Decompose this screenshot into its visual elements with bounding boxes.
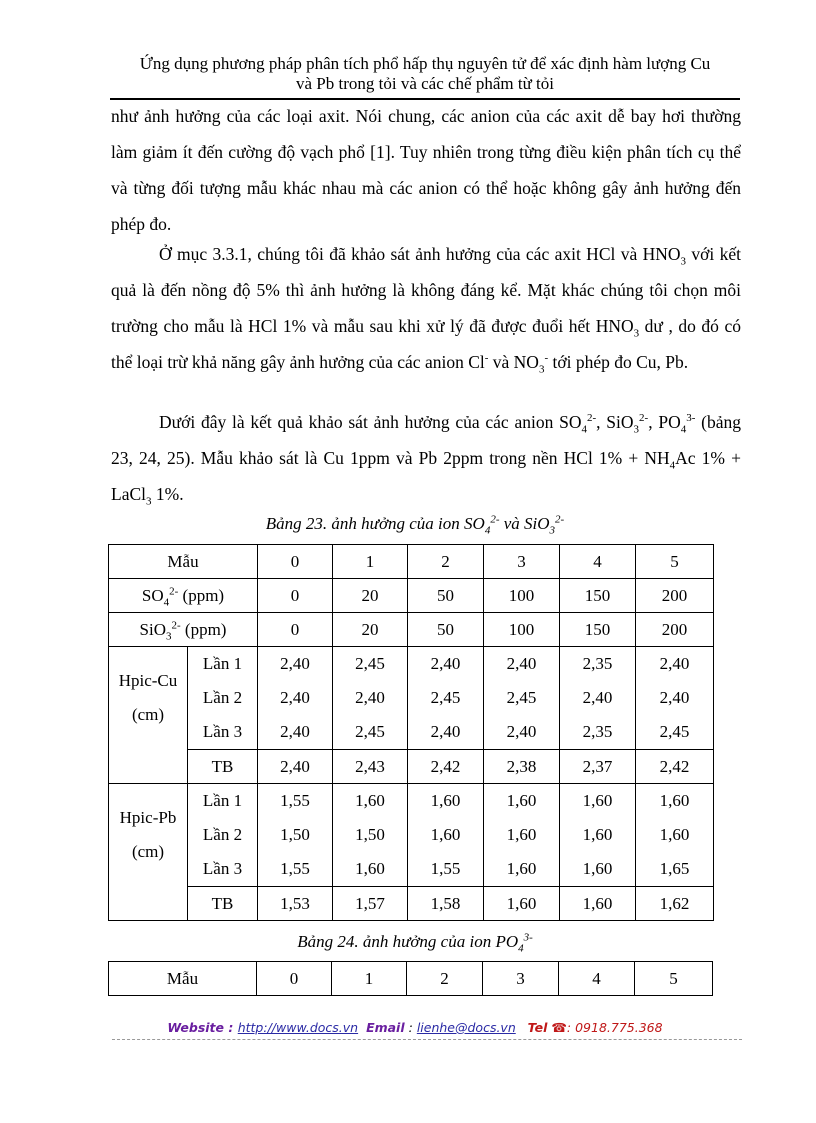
p2-text-d: và NO xyxy=(488,352,539,372)
cap1-text-a: Bảng 23. ảnh hưởng của ion SO xyxy=(265,514,485,533)
so4-cell: 150 xyxy=(560,579,636,613)
website-link[interactable]: http://www.docs.vn xyxy=(237,1020,359,1035)
cu-value: 2,40 xyxy=(506,722,537,741)
table-row xyxy=(109,750,714,784)
p2-text-c: dư , do đó có thể loại trừ khả năng gây ảnh hưởng của các anion Cl xyxy=(111,316,741,372)
p3-sub-3: 4 xyxy=(680,423,687,436)
cu-tb: 2,43 xyxy=(333,750,408,784)
p2-text-a: Ở mục 3.3.1, chúng tôi đã khảo sát ảnh hưởng của các axit HCl và HNO xyxy=(159,244,681,264)
cu-tb: 2,42 xyxy=(636,750,714,784)
p2-text-e: tới phép đo Cu, Pb. xyxy=(548,352,689,372)
sio3-sub: 3 xyxy=(166,629,172,642)
sio3-label: SiO xyxy=(139,619,166,639)
pb-value: 1,60 xyxy=(355,859,385,878)
pb-label xyxy=(109,784,188,921)
pb-col xyxy=(484,784,560,887)
paragraph-2 xyxy=(111,236,741,380)
p2-sub-2: 3 xyxy=(633,327,640,340)
cu-col xyxy=(636,647,714,750)
pb-value: 1,50 xyxy=(355,825,385,844)
cu-value: 2,45 xyxy=(430,688,461,707)
cu-group xyxy=(109,647,714,750)
cu-value: 2,35 xyxy=(582,722,613,741)
cap2-sup: 3- xyxy=(523,931,533,944)
p3-text-e: Ac 1% + LaCl xyxy=(111,448,741,504)
pb-value: 1,65 xyxy=(659,859,690,878)
cu-label-2: (cm) xyxy=(131,705,165,724)
mau-header: Mẫu xyxy=(109,545,258,579)
mau-cell: 3 xyxy=(484,545,560,579)
cu-tb: 2,40 xyxy=(258,750,333,784)
mau-cell: 1 xyxy=(332,962,407,996)
cu-col xyxy=(484,647,560,750)
paragraph-3 xyxy=(111,404,741,512)
lan-1: Lần 1 xyxy=(202,791,243,810)
mau-cell: 4 xyxy=(560,545,636,579)
tel-number: : 0918.775.368 xyxy=(566,1020,663,1035)
p3-sub-4: 4 xyxy=(669,459,676,472)
page-footer xyxy=(100,1020,730,1035)
header-line-1: Ứng dụng phương pháp phân tích phổ hấp thụ nguyên tử để xác định hàm lượng Cu xyxy=(139,54,711,73)
so4-label: SO xyxy=(141,585,164,605)
sio3-cell: 200 xyxy=(636,613,714,647)
p3-sub-5: 3 xyxy=(146,495,152,508)
header-line-2: và Pb trong tỏi và các chế phẩm từ tỏi xyxy=(295,74,554,93)
so4-cell: 0 xyxy=(258,579,333,613)
pb-col xyxy=(636,784,714,887)
p3-sub-1: 4 xyxy=(581,423,587,436)
pb-value: 1,60 xyxy=(506,859,537,878)
cu-value: 2,45 xyxy=(506,688,537,707)
mau-cell: 1 xyxy=(333,545,408,579)
tb-label: TB xyxy=(188,887,258,921)
sio3-cell: 50 xyxy=(408,613,484,647)
cu-value: 2,40 xyxy=(280,654,310,673)
p3-sup-1: 2- xyxy=(586,412,597,425)
pb-col xyxy=(258,784,333,887)
p3-sup-3: 3- xyxy=(686,412,696,425)
cu-col xyxy=(258,647,333,750)
cu-value: 2,40 xyxy=(582,688,613,707)
p3-text-f: 1%. xyxy=(151,484,184,504)
p3-text-c: , PO xyxy=(648,412,681,432)
table-row xyxy=(109,579,714,613)
mau-cell: 5 xyxy=(636,545,714,579)
p3-sup-2: 2- xyxy=(639,412,649,425)
mau-cell: 0 xyxy=(257,962,332,996)
pb-value: 1,60 xyxy=(582,825,613,844)
so4-unit: (ppm) xyxy=(178,585,225,605)
cap1-sup-2: 2- xyxy=(555,513,565,526)
table-row xyxy=(109,545,714,579)
cu-value: 2,40 xyxy=(280,688,310,707)
phone-icon: ☎ xyxy=(551,1020,567,1035)
pb-tb: 1,57 xyxy=(333,887,408,921)
sio3-cell: 150 xyxy=(560,613,636,647)
cu-tb: 2,37 xyxy=(560,750,636,784)
cap2-text-a: Bảng 24. ảnh hưởng của ion PO xyxy=(297,932,519,951)
sio3-unit: (ppm) xyxy=(180,619,227,639)
email-link[interactable]: lienhe@docs.vn xyxy=(416,1020,516,1035)
cu-col xyxy=(333,647,408,750)
pb-tb: 1,60 xyxy=(560,887,636,921)
cu-tb: 2,38 xyxy=(484,750,560,784)
pb-value: 1,55 xyxy=(280,791,310,810)
pb-tb: 1,60 xyxy=(484,887,560,921)
sio3-sup: 2- xyxy=(171,618,181,631)
website-label: Website : xyxy=(167,1020,238,1035)
pb-tb: 1,58 xyxy=(408,887,484,921)
pb-value: 1,60 xyxy=(582,791,613,810)
table-23-caption xyxy=(100,513,730,537)
cu-col xyxy=(560,647,636,750)
table-24-caption xyxy=(100,931,730,955)
pb-value: 1,60 xyxy=(506,791,537,810)
mau-cell: 3 xyxy=(483,962,559,996)
pb-value: 1,60 xyxy=(582,859,613,878)
p3-text-d: (bảng 23, 24, 25). Mẫu khảo sát là Cu 1ppm và Pb 2ppm trong nền HCl 1% + NH xyxy=(111,412,741,468)
cu-value: 2,40 xyxy=(430,722,461,741)
so4-cell: 50 xyxy=(408,579,484,613)
pb-value: 1,60 xyxy=(659,791,690,810)
lan-3: Lần 3 xyxy=(202,859,243,878)
pb-col xyxy=(560,784,636,887)
cu-label xyxy=(109,647,188,784)
mau-cell: 4 xyxy=(559,962,635,996)
tb-label: TB xyxy=(188,750,258,784)
lan-2: Lần 2 xyxy=(202,825,243,844)
cap1-sub-2: 3 xyxy=(549,524,556,537)
pb-value: 1,60 xyxy=(430,825,461,844)
cu-tb: 2,42 xyxy=(408,750,484,784)
email-sep: : xyxy=(404,1020,417,1035)
pb-col xyxy=(333,784,408,887)
page-header xyxy=(100,54,750,94)
pb-value: 1,60 xyxy=(506,825,537,844)
so4-sub: 4 xyxy=(163,595,170,608)
cu-value: 2,35 xyxy=(582,654,613,673)
pb-value: 1,55 xyxy=(430,859,461,878)
table-row xyxy=(109,962,713,996)
pb-group xyxy=(109,784,714,887)
pb-value: 1,60 xyxy=(659,825,690,844)
mau-header: Mẫu xyxy=(109,962,257,996)
cu-value: 2,40 xyxy=(659,654,690,673)
table-24 xyxy=(108,961,713,996)
cap1-text-b: và SiO xyxy=(499,514,550,533)
p3-sub-2: 3 xyxy=(633,423,640,436)
mau-cell: 2 xyxy=(408,545,484,579)
p2-sub-1: 3 xyxy=(680,255,687,268)
cu-value: 2,45 xyxy=(355,654,385,673)
pb-label-1: Hpic-Pb xyxy=(119,808,177,827)
email-label: Email xyxy=(366,1020,405,1035)
pb-label-2: (cm) xyxy=(131,842,165,861)
lan-2: Lần 2 xyxy=(202,688,243,707)
cu-value: 2,40 xyxy=(280,722,310,741)
lan-labels xyxy=(188,784,258,887)
sio3-cell: 20 xyxy=(333,613,408,647)
lan-1: Lần 1 xyxy=(202,654,243,673)
cu-value: 2,40 xyxy=(506,654,537,673)
pb-value: 1,50 xyxy=(280,825,310,844)
cap2-sub: 4 xyxy=(518,942,524,955)
pb-value: 1,60 xyxy=(355,791,385,810)
p2-sup-1: - xyxy=(484,352,489,365)
cu-label-1: Hpic-Cu xyxy=(118,671,178,690)
so4-cell: 20 xyxy=(333,579,408,613)
mau-cell: 5 xyxy=(635,962,713,996)
sio3-cell: 0 xyxy=(258,613,333,647)
p2-sup-2: - xyxy=(544,352,549,365)
p2-sub-3: 3 xyxy=(538,363,545,376)
paragraph-1: như ảnh hưởng của các loại axit. Nói chung, các anion của các axit dễ bay hơi thường làm giảm ít đến cường độ vạch phổ [1]. Tuy nhiên trong từng điều kiện phân tích cụ thể và từng đối tượng mẫu khác nhau mà các anion có thể hoặc không gây ảnh hưởng đến phép đo. xyxy=(111,106,741,234)
lan-labels xyxy=(188,647,258,750)
pb-value: 1,60 xyxy=(430,791,461,810)
table-23 xyxy=(108,544,714,921)
table-row xyxy=(109,887,714,921)
p3-text-b: , SiO xyxy=(596,412,634,432)
so4-sup: 2- xyxy=(169,584,179,597)
so4-header xyxy=(109,579,258,613)
p2-text-b: với kết quả là đến nồng độ 5% thì ảnh hưởng là không đáng kể. Mặt khác chúng tôi chọn môi trường cho mẫu là HCl 1% và mẫu sau khi xử lý đã được đuổi hết HNO xyxy=(111,244,742,336)
cap1-sub-1: 4 xyxy=(484,524,491,537)
cap1-sup-1: 2- xyxy=(490,513,500,526)
p3-text-a: Dưới đây là kết quả khảo sát ảnh hưởng của các anion SO xyxy=(159,412,582,432)
tel-label: Tel xyxy=(527,1020,548,1035)
pb-value: 1,55 xyxy=(280,859,310,878)
cu-value: 2,40 xyxy=(430,654,461,673)
so4-cell: 100 xyxy=(484,579,560,613)
sio3-cell: 100 xyxy=(484,613,560,647)
mau-cell: 2 xyxy=(407,962,483,996)
cu-value: 2,40 xyxy=(355,688,385,707)
pb-tb: 1,62 xyxy=(636,887,714,921)
footer-divider xyxy=(112,1039,742,1040)
cu-col xyxy=(408,647,484,750)
mau-cell: 0 xyxy=(258,545,333,579)
pb-tb: 1,53 xyxy=(258,887,333,921)
table-row xyxy=(109,613,714,647)
sio3-header xyxy=(109,613,258,647)
pb-col xyxy=(408,784,484,887)
cu-value: 2,40 xyxy=(659,688,690,707)
lan-3: Lần 3 xyxy=(202,722,243,741)
cu-value: 2,45 xyxy=(355,722,385,741)
cu-value: 2,45 xyxy=(659,722,690,741)
so4-cell: 200 xyxy=(636,579,714,613)
